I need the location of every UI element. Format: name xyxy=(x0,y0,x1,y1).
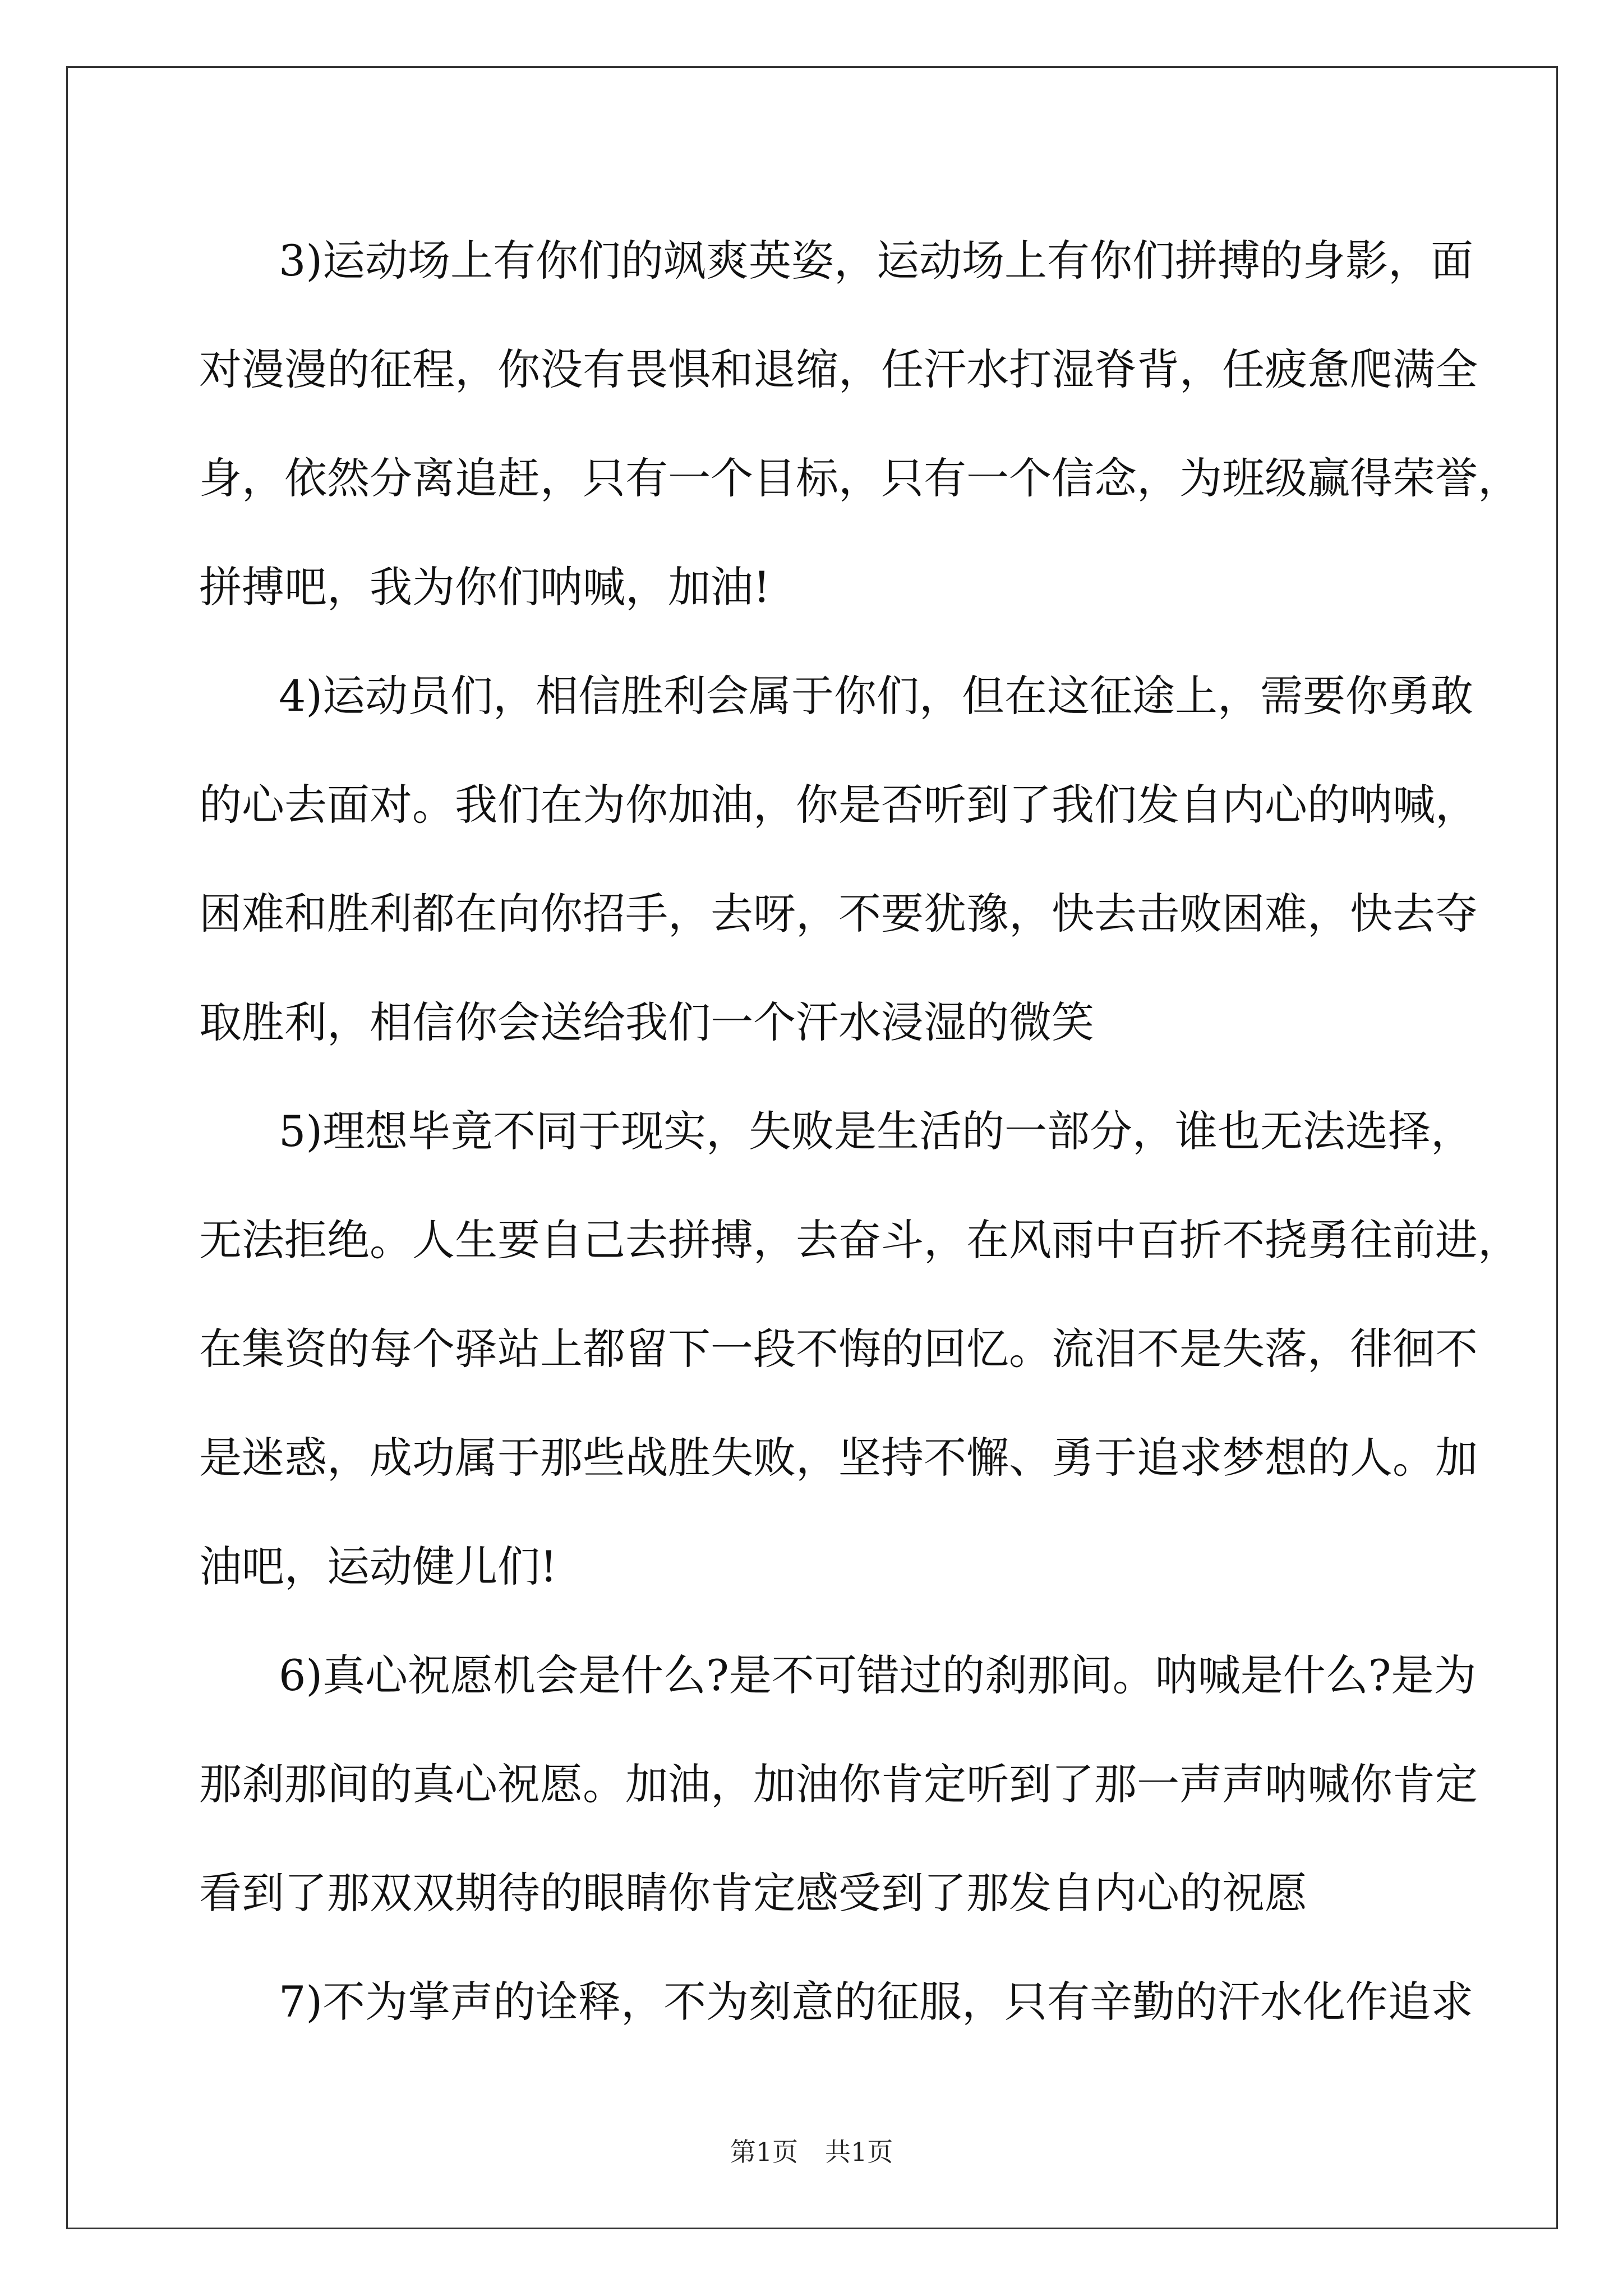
text-line: 困难和胜利都在向你招手，去呀，不要犹豫，快去击败困难，快去夺 xyxy=(199,889,1478,938)
text-line: 拼搏吧，我为你们呐喊，加油! xyxy=(199,562,771,612)
text-line: 7)不为掌声的诠释，不为刻意的征服，只有辛勤的汗水化作追求 xyxy=(279,1977,1474,2027)
text-line: 油吧，运动健儿们! xyxy=(199,1542,557,1591)
text-line: 5)理想毕竟不同于现实，失败是生活的一部分，谁也无法选择， xyxy=(279,1106,1474,1156)
text-line: 的心去面对。我们在为你加油，你是否听到了我们发自内心的呐喊， xyxy=(199,780,1478,830)
page-total: 共1页 xyxy=(825,2137,893,2167)
page-footer xyxy=(0,2132,1623,2169)
text-line: 在集资的每个驿站上都留下一段不悔的回忆。流泪不是失落，徘徊不 xyxy=(199,1324,1478,1374)
text-line: 那刹那间的真心祝愿。加油，加油你肯定听到了那一声声呐喊你肯定 xyxy=(199,1759,1478,1809)
text-line: 对漫漫的征程，你没有畏惧和退缩，任汗水打湿脊背，任疲惫爬满全 xyxy=(199,344,1478,394)
page-number: 第1页 xyxy=(730,2137,798,2167)
document-body xyxy=(199,206,1520,2056)
text-line: 取胜利，相信你会送给我们一个汗水浸湿的微笑 xyxy=(199,997,1094,1047)
text-line: 3)运动场上有你们的飒爽英姿，运动场上有你们拼搏的身影，面 xyxy=(279,236,1474,286)
text-line: 看到了那双双期待的眼睛你肯定感受到了那发自内心的祝愿 xyxy=(199,1868,1307,1918)
text-line: 6)真心祝愿机会是什么?是不可错过的刹那间。呐喊是什么?是为 xyxy=(279,1650,1477,1700)
text-line: 是迷惑，成功属于那些战胜失败，坚持不懈、勇于追求梦想的人。加 xyxy=(199,1433,1478,1483)
text-line: 4)运动员们，相信胜利会属于你们，但在这征途上，需要你勇敢 xyxy=(279,671,1474,721)
text-line: 无法拒绝。人生要自己去拼搏，去奋斗，在风雨中百折不挠勇往前进， xyxy=(199,1215,1520,1265)
text-line: 身，依然分离追赶，只有一个目标，只有一个信念，为班级赢得荣誉， xyxy=(199,453,1520,503)
